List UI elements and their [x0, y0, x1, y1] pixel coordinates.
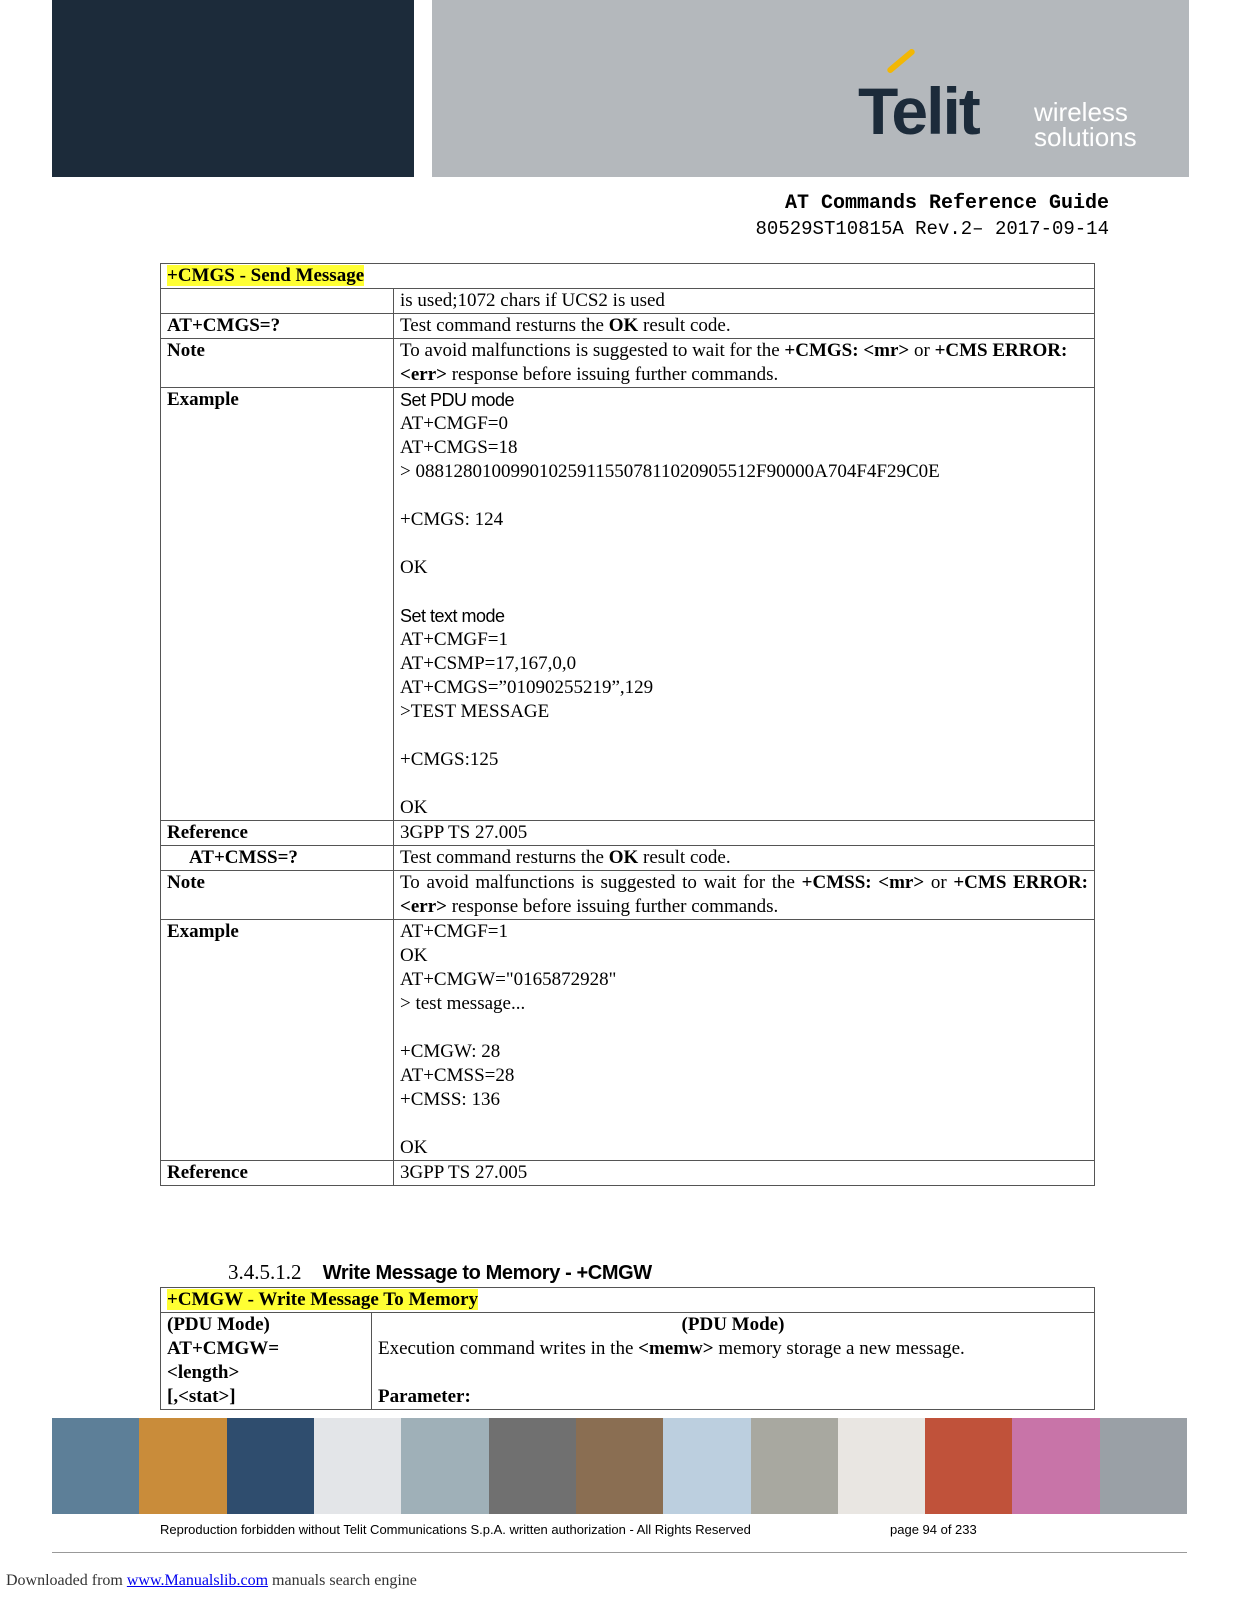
footer-photo [838, 1418, 925, 1514]
section-number: 3.4.5.1.2 [228, 1260, 302, 1284]
mode-label: (PDU Mode) [167, 1314, 270, 1335]
table-row [161, 388, 1095, 821]
ok-code: OK [608, 847, 639, 868]
example-line: AT+CMGS=”01090255219”,129 [400, 677, 654, 698]
row-label: Reference [161, 821, 394, 846]
footer-photo [139, 1418, 226, 1514]
footer-photo [489, 1418, 576, 1514]
row-label: Reference [161, 1161, 394, 1186]
table-row [161, 314, 1095, 339]
row-label: Note [161, 871, 394, 920]
footer-copyright: Reproduction forbidden without Telit Communications S.p.A. written authorization - All Rights Reserved [160, 1522, 751, 1537]
command-syntax: <length> [167, 1362, 240, 1383]
example-cell [394, 920, 1095, 1161]
text: Test command resturns the [400, 315, 609, 336]
text: or [924, 872, 954, 893]
example-line: AT+CMGW="0165872928" [400, 969, 617, 990]
logo-tagline [1034, 97, 1137, 152]
text: result code. [638, 847, 731, 868]
example-line: +CMGS:125 [400, 749, 499, 770]
example-line: >TEST MESSAGE [400, 701, 550, 722]
text: result code. [638, 315, 731, 336]
footer-photo [663, 1418, 750, 1514]
table-row [161, 871, 1095, 920]
table-title: +CMGS - Send Message [167, 265, 365, 286]
text: manuals search engine [268, 1572, 417, 1589]
table-cell: is used;1072 chars if UCS2 is used [394, 289, 1095, 314]
text: To avoid malfunctions is suggested to wait for the [400, 872, 802, 893]
header-banner-dark [52, 0, 414, 177]
text: To avoid malfunctions is suggested to wait for the [400, 340, 785, 361]
example-line: +CMGW: 28 [400, 1041, 501, 1062]
manualslib-link[interactable]: www.Manualslib.com [126, 1572, 269, 1589]
footer-image-strip [52, 1418, 1187, 1514]
table-row [161, 1313, 1095, 1410]
footer-photo [751, 1418, 838, 1514]
footer-divider [52, 1552, 1187, 1553]
parameter-label: Parameter: [378, 1386, 471, 1407]
example-line: AT+CMGF=1 [400, 921, 509, 942]
spacer [400, 1112, 1088, 1136]
spacer [400, 532, 1088, 556]
logo-tagline-2: solutions [1034, 122, 1137, 152]
table-row [161, 821, 1095, 846]
bold-text: +CMGS: <mr> [784, 340, 910, 361]
table-cell: 3GPP TS 27.005 [394, 821, 1095, 846]
cmgw-table [160, 1287, 1095, 1410]
table-cell [161, 289, 394, 314]
table-row [161, 1161, 1095, 1186]
cmgs-table [160, 263, 1095, 1186]
bold-text: +CMSS: <mr> [801, 872, 925, 893]
example-cell [394, 388, 1095, 821]
mode-label: (PDU Mode) [681, 1314, 785, 1335]
example-line: AT+CMGF=1 [400, 629, 509, 650]
table-cell [394, 339, 1095, 388]
footer-photo [1012, 1418, 1099, 1514]
table-row [161, 339, 1095, 388]
page-number: page 94 of 233 [890, 1522, 977, 1537]
row-label: Example [161, 920, 394, 1161]
bold-text: <memw> [638, 1338, 714, 1359]
table-cell [372, 1313, 1095, 1410]
table-row [161, 846, 1095, 871]
footer-photo [227, 1418, 314, 1514]
example-line: AT+CMSS=28 [400, 1065, 515, 1086]
example-line: +CMSS: 136 [400, 1089, 500, 1110]
text: response before issuing further commands. [446, 364, 779, 385]
footer-photo [1100, 1418, 1187, 1514]
bold-text: +CMS ERROR: <err> [400, 340, 1068, 385]
table-cell [394, 314, 1095, 339]
example-line: +CMGS: 124 [400, 509, 504, 530]
table-title-cell [161, 264, 1095, 289]
spacer [400, 1016, 1088, 1040]
footer-photo [576, 1418, 663, 1514]
example-line: > 088128010099010259115507811020905512F90000A704F4F29C0E [400, 461, 940, 482]
table-cell [394, 871, 1095, 920]
table-row [161, 1288, 1095, 1313]
description [378, 1337, 1088, 1361]
footer-photo [314, 1418, 401, 1514]
row-label: Note [161, 339, 394, 388]
table-row [161, 920, 1095, 1161]
download-notice [6, 1572, 417, 1590]
telit-logo [858, 66, 1158, 156]
example-line: OK [400, 557, 428, 578]
bold-text: +CMS ERROR: <err> [400, 872, 1088, 917]
text: Downloaded from [6, 1572, 127, 1589]
footer-photo [401, 1418, 488, 1514]
example-line: Set PDU mode [400, 390, 515, 410]
example-line: AT+CSMP=17,167,0,0 [400, 653, 577, 674]
text: Execution command writes in the [378, 1338, 639, 1359]
footer-photo [52, 1418, 139, 1514]
logo-word: Telit [858, 74, 979, 148]
spacer [400, 724, 1088, 748]
example-line: OK [400, 945, 428, 966]
table-row [161, 289, 1095, 314]
table-title-cell [161, 1288, 1095, 1313]
spacer [400, 580, 1088, 604]
example-line: AT+CMGS=18 [400, 437, 518, 458]
spacer [400, 484, 1088, 508]
example-line: AT+CMGF=0 [400, 413, 509, 434]
doc-revision: 80529ST10815A Rev.2– 2017-09-14 [755, 218, 1109, 240]
row-label: Example [161, 388, 394, 821]
example-line: OK [400, 797, 428, 818]
text: response before issuing further commands. [446, 896, 779, 917]
command-syntax: AT+CMGW= [167, 1338, 280, 1359]
doc-title: AT Commands Reference Guide [784, 192, 1109, 215]
footer-photo [925, 1418, 1012, 1514]
table-row [161, 264, 1095, 289]
command-syntax: [,<stat>] [167, 1386, 236, 1407]
table-cell [394, 846, 1095, 871]
logo-tagline-1: wireless [1034, 97, 1128, 127]
spacer [400, 772, 1088, 796]
section-heading [228, 1260, 652, 1285]
row-label: AT+CMGS=? [161, 314, 394, 339]
table-cell: 3GPP TS 27.005 [394, 1161, 1095, 1186]
row-label: AT+CMSS=? [161, 846, 394, 871]
example-line: Set text mode [400, 606, 505, 626]
ok-code: OK [608, 315, 639, 336]
table-title: +CMGW - Write Message To Memory [167, 1289, 479, 1310]
text: Test command resturns the [400, 847, 609, 868]
spacer [378, 1361, 1088, 1385]
text: or [909, 340, 935, 361]
text: memory storage a new message. [713, 1338, 965, 1359]
section-title: Write Message to Memory - +CMGW [322, 1262, 652, 1284]
example-line: > test message... [400, 993, 526, 1014]
example-line: OK [400, 1137, 428, 1158]
table-cell [161, 1313, 372, 1410]
